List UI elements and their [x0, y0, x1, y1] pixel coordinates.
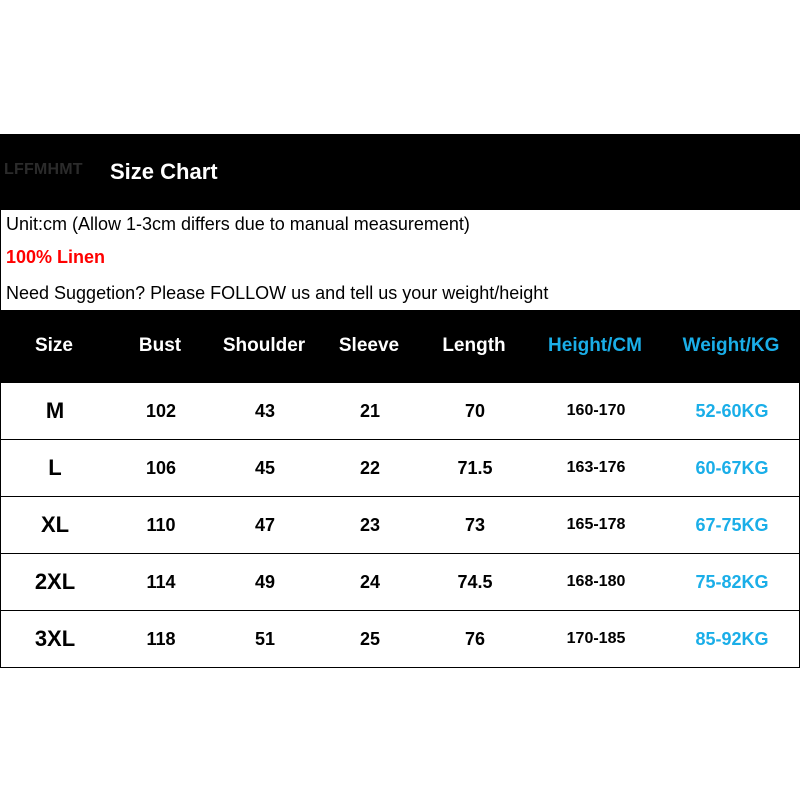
- table-header: [0, 310, 800, 382]
- cell-weight: 67-75KG: [695, 515, 769, 535]
- cell-shoulder: 43: [254, 401, 276, 421]
- cell-length: 76: [464, 629, 486, 649]
- cell-bust: 118: [146, 629, 176, 649]
- suggestion-note: Need Suggetion? Please FOLLOW us and tell us your weight/height: [6, 283, 549, 303]
- cell-size: L: [48, 455, 62, 480]
- cell-length: 74.5: [457, 572, 493, 592]
- table-row: [1, 382, 799, 440]
- cell-shoulder: 45: [254, 458, 276, 478]
- cell-height: 168-180: [566, 573, 626, 590]
- cell-sleeve: 25: [359, 629, 381, 649]
- size-chart: [0, 134, 800, 668]
- cell-shoulder: 51: [254, 629, 276, 649]
- info-panel: [0, 210, 800, 310]
- cell-size: 3XL: [34, 626, 76, 651]
- table-row: [1, 497, 799, 554]
- cell-bust: 110: [146, 515, 176, 535]
- cell-weight: 85-92KG: [695, 629, 769, 649]
- cell-weight: 60-67KG: [695, 458, 769, 478]
- cell-sleeve: 24: [359, 572, 381, 592]
- cell-sleeve: 22: [359, 458, 381, 478]
- cell-height: 170-185: [566, 630, 626, 647]
- cell-shoulder: 47: [254, 515, 276, 535]
- unit-note: Unit:cm (Allow 1-3cm differs due to manual measurement): [6, 214, 470, 234]
- cell-length: 71.5: [457, 458, 493, 478]
- chart-header: [0, 134, 800, 210]
- table-body: [0, 382, 800, 668]
- cell-bust: 102: [145, 401, 177, 421]
- cell-height: 160-170: [566, 402, 626, 419]
- header-bust: Bust: [138, 335, 182, 356]
- cell-weight: 52-60KG: [695, 401, 769, 421]
- cell-size: M: [45, 398, 65, 423]
- cell-sleeve: 21: [359, 401, 381, 421]
- header-size: Size: [34, 335, 74, 356]
- header-height: Height/CM: [548, 335, 642, 356]
- chart-title: Size Chart: [110, 159, 218, 184]
- table-row: [1, 440, 799, 497]
- brand-name: LFFMHMT: [4, 161, 83, 178]
- header-shoulder: Shoulder: [222, 335, 306, 356]
- material-note: 100% Linen: [6, 247, 106, 267]
- table-row: [1, 611, 799, 668]
- cell-weight: 75-82KG: [695, 572, 769, 592]
- cell-bust: 106: [145, 458, 177, 478]
- cell-length: 70: [464, 401, 486, 421]
- cell-size: XL: [40, 512, 70, 537]
- cell-height: 163-176: [566, 459, 626, 476]
- cell-bust: 114: [146, 572, 176, 592]
- cell-height: 165-178: [566, 516, 626, 533]
- table-row: [1, 554, 799, 611]
- cell-shoulder: 49: [254, 572, 276, 592]
- header-sleeve: Sleeve: [338, 335, 400, 356]
- header-weight: Weight/KG: [682, 335, 780, 356]
- header-length: Length: [442, 335, 506, 356]
- cell-length: 73: [464, 515, 486, 535]
- cell-sleeve: 23: [359, 515, 381, 535]
- cell-size: 2XL: [34, 569, 76, 594]
